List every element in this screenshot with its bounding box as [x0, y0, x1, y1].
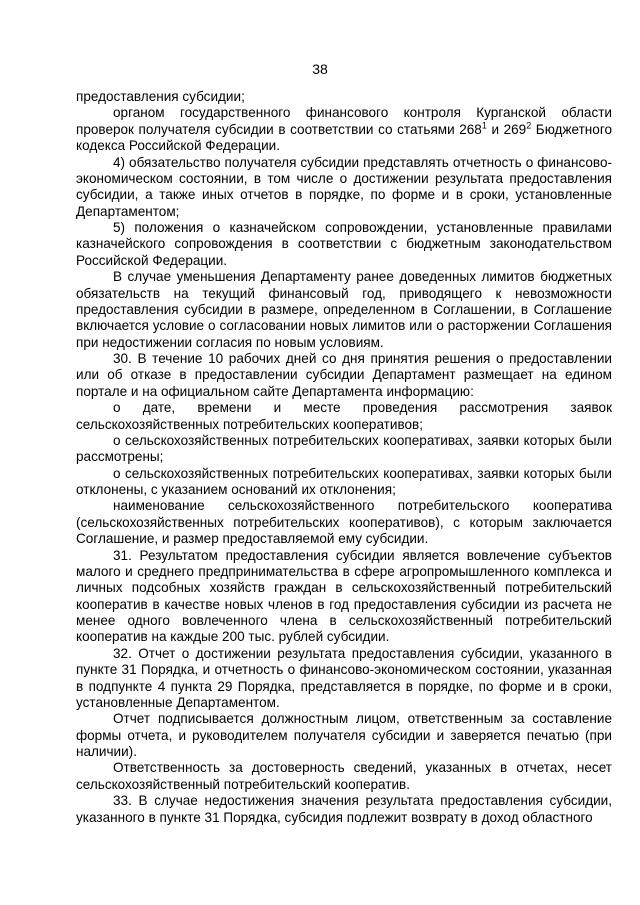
text-run: 32. Отчет о достижении результата предоставления субсидии, указанного в пункте 31 Порядка, и отчетность о финансово-экономическом состоянии, указанная в подпункте 4 пункта 29 Порядка, представляется в порядке, по форме и в сроки, установленные Департаментом.	[76, 645, 612, 710]
text-run: предоставления субсидии;	[76, 89, 245, 104]
paragraph	[76, 89, 612, 105]
text-run: Отчет подписывается должностным лицом, ответственным за составление формы отчета, и руководителем получателя субсидии и заверяется печатью (при наличии).	[76, 711, 612, 759]
paragraph	[76, 498, 612, 547]
text-run: наименование сельскохозяйственного потребительского кооператива (сельскохозяйственных потребительских кооперативов), с которым заключается Соглашение, и размер предоставляемой ему субсидии.	[76, 498, 612, 547]
paragraph	[76, 466, 612, 499]
paragraph	[76, 351, 612, 400]
text-run: о сельскохозяйственных потребительских кооперативах, заявки которых были отклонены, с указанием оснований их отклонения;	[76, 465, 612, 497]
text-run: о дате, времени и месте проведения рассмотрения заявок сельскохозяйственных потребительских кооперативов;	[76, 400, 612, 432]
paragraph	[76, 433, 612, 466]
text-run: органом государственного финансового контроля Курганской области проверок получателя субсидии в соответствии со статьями 268	[76, 105, 612, 137]
paragraph	[76, 548, 612, 646]
paragraph	[76, 155, 612, 221]
paragraph	[76, 400, 612, 433]
text-run: и 269	[486, 121, 527, 137]
text-run: Ответственность за достоверность сведений, указанных в отчетах, несет сельскохозяйственный потребительский кооператив.	[76, 760, 612, 792]
paragraph	[76, 105, 612, 154]
text-run: 31. Результатом предоставления субсидии является вовлечение субъектов малого и среднего предпринимательства в сфере агропромышленного комплекса и личных подсобных хозяйств граждан в сельскохозяйственный потребительский кооператив в качестве новых членов в год предоставления субсидии из расчета не менее одного вовлеченного члена в сельскохозяйственный потребительский кооператив на каждые 200 тыс. рублей субсидии.	[76, 547, 612, 645]
text-run: Бюджетного кодекса Российской Федерации.	[76, 121, 613, 154]
superscript: 1	[481, 120, 487, 131]
text-run: 4) обязательство получателя субсидии представлять отчетность о финансово-экономическом состоянии, в том числе о достижении результата предоставления субсидии, а также иных отчетов в порядке, по форме и в сроки, установленные Департаментом;	[76, 154, 612, 219]
paragraph	[76, 760, 612, 793]
paragraph	[76, 646, 612, 712]
text-run: 33. В случае недостижения значения результата предоставления субсидии, указанного в пункте 31 Порядка, субсидия подлежит возврату в доход областного	[76, 793, 612, 825]
superscript: 2	[526, 120, 532, 131]
text-run: о сельскохозяйственных потребительских кооперативах, заявки которых были рассмотрены;	[76, 432, 612, 465]
paragraph	[76, 793, 612, 826]
paragraph	[76, 269, 612, 351]
paragraph	[76, 711, 612, 760]
text-run: В случае уменьшения Департаменту ранее доведенных лимитов бюджетных обязательств на текущий финансовый год, приводящего к невозможности предоставления субсидии в размере, определенном в Соглашении, в Соглашение включается условие о согласовании новых лимитов или о расторжении Соглашения при недостижении согласия по новым условиям.	[76, 269, 612, 350]
page-number: 38	[312, 61, 328, 77]
document-body	[76, 89, 612, 826]
paragraph	[76, 220, 612, 269]
text-run: 5) положения о казначейском сопровождении, установленные правилами казначейского сопровождения в соответствии с бюджетным законодательством Российской Федерации.	[76, 220, 612, 268]
text-run: 30. В течение 10 рабочих дней со дня принятия решения о предоставлении или об отказе в предоставлении субсидии Департамент размещает на едином портале и на официальном сайте Департамента информацию:	[76, 351, 612, 399]
